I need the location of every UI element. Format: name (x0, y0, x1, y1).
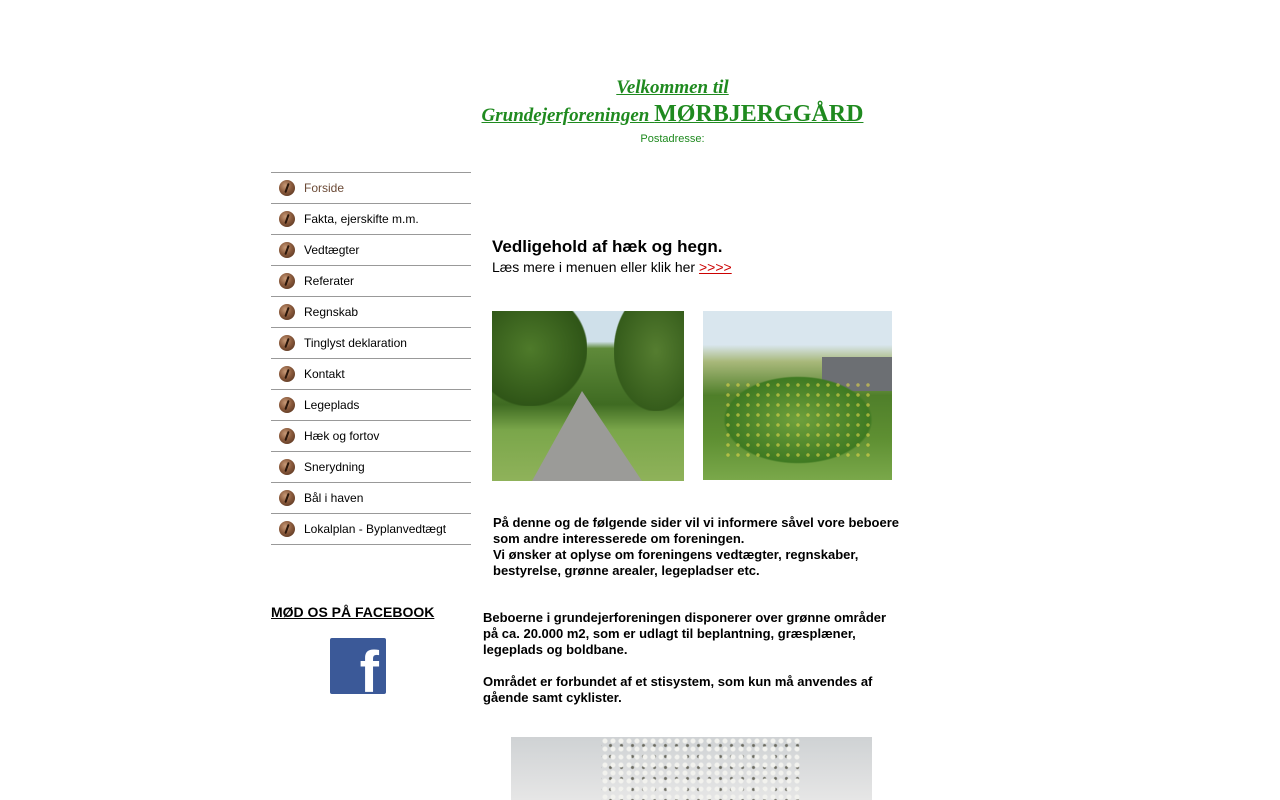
menu-item-forside[interactable] (271, 173, 471, 204)
menu-bullet-icon (279, 397, 295, 413)
menu-bullet-icon (279, 180, 295, 196)
menu-item-vedtaegter[interactable] (271, 235, 471, 266)
menu-bullet-icon (279, 428, 295, 444)
welcome-title: Velkommen til (616, 77, 729, 98)
path-system-paragraph: Området er forbundet af et stisystem, som kun må anvendes af gående samt cyklister. (483, 674, 873, 705)
postal-address: Postadresse: (640, 133, 705, 145)
menu-item-snerydning[interactable] (271, 452, 471, 483)
menu-item-haek-og-fortov[interactable] (271, 421, 471, 452)
menu-item-fakta[interactable] (271, 204, 471, 235)
menu-item-label: Tinglyst deklaration (304, 336, 407, 350)
menu-bullet-icon (279, 366, 295, 382)
green-areas-paragraph: Beboerne i grundejerforeningen disponerer over grønne områder på ca. 20.000 m2, som er udlagt til beplantning, græsplæner, legeplads og boldbane. (483, 610, 887, 657)
menu-item-lokalplan[interactable] (271, 514, 471, 545)
menu-item-label: Hæk og fortov (304, 429, 380, 443)
intro-line-1: På denne og de følgende sider vil vi informere såvel vore beboere som andre interesserede om foreningen. (493, 515, 900, 546)
path-photo (492, 311, 684, 481)
menu-bullet-icon (279, 273, 295, 289)
association-name: MØRBJERGGÅRD (654, 101, 864, 127)
facebook-logo-letter: f (359, 640, 379, 694)
menu-item-label: Kontakt (304, 367, 345, 381)
menu-item-baal-i-haven[interactable] (271, 483, 471, 514)
menu-item-label: Regnskab (304, 305, 359, 319)
menu-bullet-icon (279, 459, 295, 475)
menu-bullet-icon (279, 521, 295, 537)
menu-item-legeplads[interactable] (271, 390, 471, 421)
site-header (471, 76, 874, 145)
menu-item-label: Snerydning (304, 460, 365, 474)
read-more-link[interactable]: >>>> (698, 259, 732, 275)
menu-item-referater[interactable] (271, 266, 471, 297)
menu-item-label: Fakta, ejerskifte m.m. (304, 212, 419, 226)
intro-paragraph (493, 515, 913, 579)
facebook-heading[interactable]: MØD OS PÅ FACEBOOK (271, 604, 435, 620)
menu-item-regnskab[interactable] (271, 297, 471, 328)
menu-item-kontakt[interactable] (271, 359, 471, 390)
menu-item-label: Legeplads (304, 398, 360, 412)
menu-item-tinglyst-deklaration[interactable] (271, 328, 471, 359)
menu-bullet-icon (279, 304, 295, 320)
menu-item-label: Forside (304, 181, 345, 195)
menu-item-label: Vedtægter (304, 243, 360, 257)
subtitle-text: Læs mere i menuen eller klik her (492, 259, 696, 275)
hedge-photo (703, 311, 892, 480)
association-title (471, 99, 874, 131)
menu-bullet-icon (279, 335, 295, 351)
association-prefix: Grundejerforeningen (481, 105, 650, 126)
facebook-icon[interactable] (330, 638, 386, 694)
menu-item-label: Bål i haven (304, 491, 364, 505)
side-menu (271, 172, 471, 545)
menu-bullet-icon (279, 242, 295, 258)
menu-item-label: Lokalplan - Byplanvedtægt (304, 522, 447, 536)
menu-item-label: Referater (304, 274, 355, 288)
blossom-tree-photo (511, 737, 872, 800)
main-subtitle (492, 259, 732, 275)
menu-bullet-icon (279, 490, 295, 506)
intro-line-2: Vi ønsker at oplyse om foreningens vedtægter, regnskaber, bestyrelse, grønne arealer, legepladser etc. (493, 547, 859, 578)
main-heading: Vedligehold af hæk og hegn. (492, 237, 723, 256)
menu-bullet-icon (279, 211, 295, 227)
